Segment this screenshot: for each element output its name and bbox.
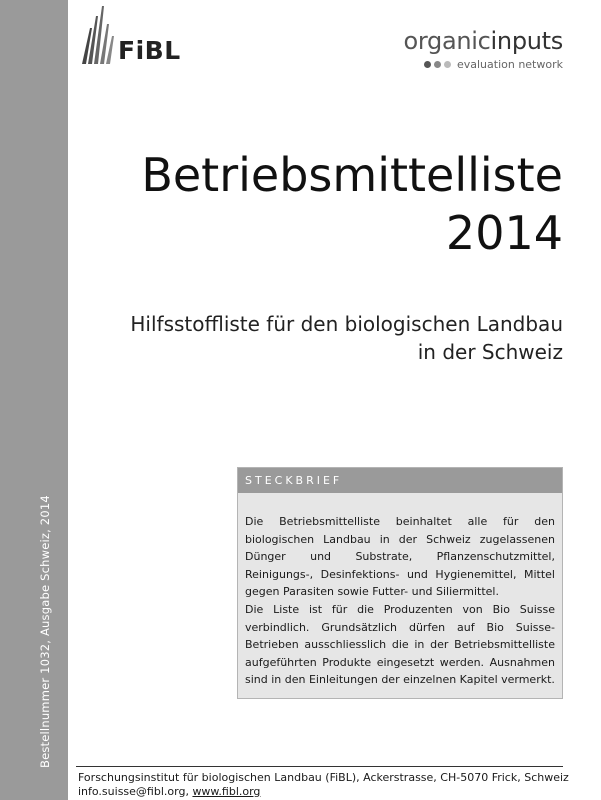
footer-contact-row	[78, 785, 569, 799]
footer-website-link[interactable]: www.fibl.org	[192, 785, 261, 798]
steckbrief-paragraph-2: Die Liste ist für die Produzenten von Bio Suisse verbindlich. Grundsätzlich dürfen auf Bio Suisse-Betrieben ausschliesslich die in der Betriebsmittelliste aufgeführten Produkte eingesetzt werden. Ausnahmen sind in den Einleitungen der einzelnen Kapitel vermerkt.	[245, 602, 555, 687]
steckbrief-box	[237, 467, 563, 699]
steckbrief-body	[238, 493, 562, 689]
fibl-wheat-mark-icon	[80, 6, 120, 68]
footer-email: info.suisse@fibl.org	[78, 785, 186, 798]
footer-separator: ,	[185, 785, 193, 798]
left-sidebar-band	[0, 0, 68, 800]
footer	[78, 771, 569, 799]
document-subtitle	[130, 310, 563, 366]
fibl-logo-text: FiBL	[118, 36, 181, 65]
dot-1	[424, 61, 431, 68]
document-title	[141, 146, 563, 262]
dot-2	[434, 61, 441, 68]
fibl-logo	[80, 6, 190, 68]
organicinputs-dots-icon	[424, 61, 451, 68]
footer-divider	[76, 766, 563, 767]
dot-3	[444, 61, 451, 68]
subtitle-line-2: in der Schweiz	[417, 340, 563, 364]
steckbrief-header: STECKBRIEF	[238, 468, 562, 493]
title-line-2: 2014	[445, 206, 563, 260]
organicinputs-word-organic: organic	[403, 27, 491, 55]
order-number-vertical-text: Bestellnummer 1032, Ausgabe Schweiz, 2014	[38, 495, 52, 768]
organicinputs-word-inputs: inputs	[490, 27, 563, 55]
footer-address: Forschungsinstitut für biologischen Landbau (FiBL), Ackerstrasse, CH-5070 Frick, Schweiz	[78, 771, 569, 784]
organicinputs-wordmark	[404, 28, 564, 54]
organicinputs-tagline-row	[404, 58, 564, 71]
title-line-1: Betriebsmittelliste	[141, 148, 563, 202]
organicinputs-logo	[404, 28, 564, 71]
subtitle-line-1: Hilfsstoffliste für den biologischen Landbau	[130, 312, 563, 336]
steckbrief-paragraph-1: Die Betriebsmittelliste beinhaltet alle für den biologischen Landbau in der Schweiz zugelassenen Dünger und Substrate, Pflanzenschutzmittel, Reinigungs-, Desinfektions- und Hygienemittel, Mittel gegen Parasiten sowie Futter- und Siliermittel.	[245, 515, 555, 599]
organicinputs-tagline: evaluation network	[456, 58, 563, 71]
